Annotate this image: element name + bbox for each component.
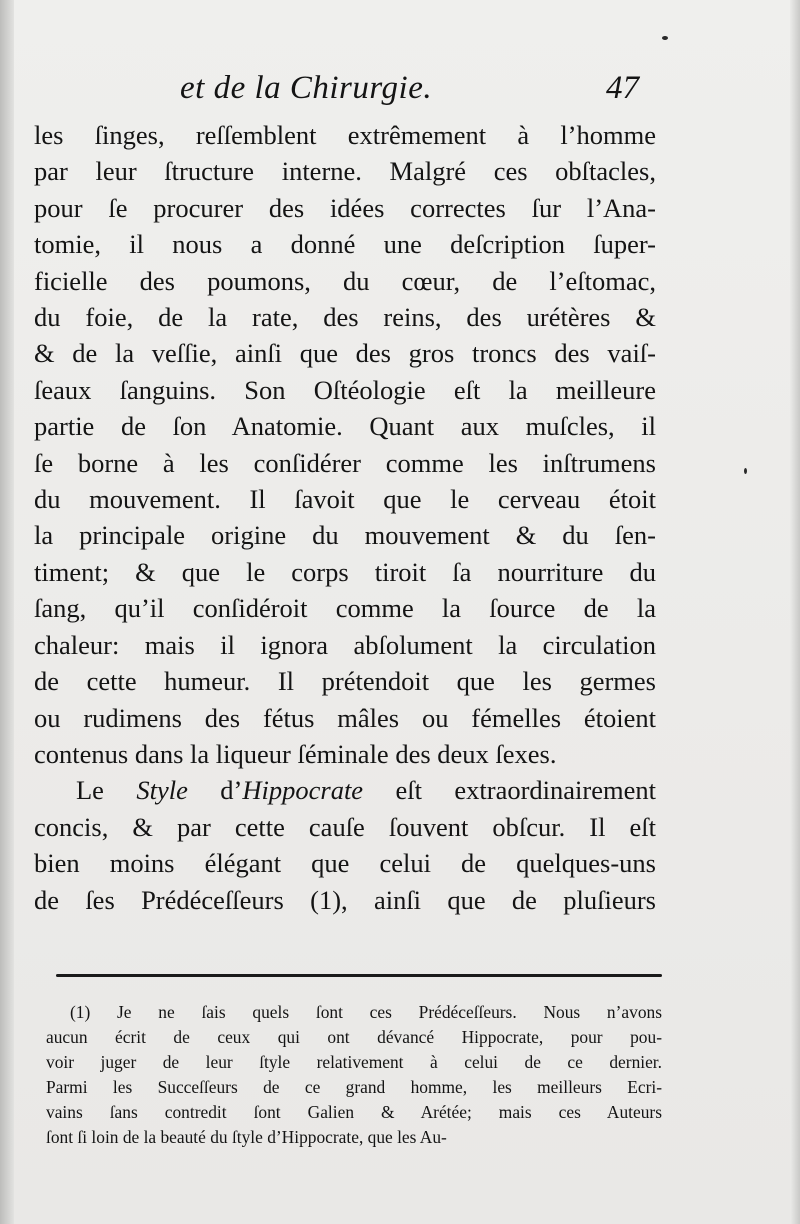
page-number: 47 <box>606 70 639 106</box>
text-line: pour ſe procurer des idées correctes ſur l’Ana- <box>34 192 656 223</box>
text-line: les ſinges, reſſemblent extrêmement à l’homme <box>34 120 656 150</box>
text-line: bien moins élégant que celui de quelques-uns <box>34 848 656 879</box>
text-line: ou rudimens des fétus mâles ou fémelles étoient <box>34 702 656 733</box>
text-line: de cette humeur. Il prétendoit que les germes <box>34 666 656 697</box>
text-line: de ſes Prédéceſſeurs (1), ainſi que de pluſieurs <box>34 884 656 915</box>
text-line: ſeaux ſanguins. Son Oſtéologie eſt la meilleure <box>34 374 656 405</box>
paragraph-opening-line <box>34 772 656 808</box>
footnote-line: vains ſans contredit ſont Galien & Arétée; mais ces Auteurs <box>46 1102 662 1122</box>
page-right-edge <box>790 0 800 1224</box>
footnote-line: (1) Je ne ſais quels ſont ces Prédéceſſeurs. Nous n’avons <box>70 1002 662 1022</box>
text-line: tomie, il nous a donné une deſcription ſuper- <box>34 229 656 260</box>
text-fragment: d’ <box>187 775 243 806</box>
footnote <box>46 1000 662 1150</box>
footnote-line: ſont ſi loin de la beauté du ſtyle d’Hippocrate, que les Au- <box>46 1127 447 1147</box>
footnote-line: voir juger de leur ſtyle relativement à celui de ce dernier. <box>46 1052 662 1072</box>
running-head: et de la Chirurgie. <box>180 70 433 106</box>
text-line: ſe borne à les conſidérer comme les inſtrumens <box>34 447 656 478</box>
ink-speck <box>744 468 747 474</box>
text-fragment: eſt extraordinairement <box>363 775 656 806</box>
text-line: du foie, de la rate, des reins, des urétères & <box>34 302 656 333</box>
ink-speck <box>662 36 668 40</box>
text-fragment: Le <box>76 775 137 806</box>
italic-term-style: Style <box>136 775 188 806</box>
text-line: ficielle des poumons, du cœur, de l’eſtomac, <box>34 265 656 296</box>
text-line: & de la veſſie, ainſi que des gros troncs des vaiſ- <box>34 338 656 369</box>
footnote-rule <box>56 974 662 977</box>
text-line: par leur ſtructure interne. Malgré ces obſtacles, <box>34 156 656 187</box>
text-line: concis, & par cette cauſe ſouvent obſcur. Il eſt <box>34 811 656 842</box>
text-line: timent; & que le corps tiroit ſa nourriture du <box>34 556 656 587</box>
italic-name-hippocrate: Hippocrate <box>242 775 364 806</box>
footnote-line: aucun écrit de ceux qui ont dévancé Hippocrate, pour pou- <box>46 1027 662 1047</box>
text-line: contenus dans la liqueur ſéminale des deux ſexes. <box>34 738 557 769</box>
text-line: chaleur: mais il ignora abſolument la circulation <box>34 629 656 660</box>
page-left-edge <box>0 0 14 1224</box>
text-line: la principale origine du mouvement & du ſen- <box>34 520 656 551</box>
text-line: du mouvement. Il ſavoit que le cerveau étoit <box>34 484 656 515</box>
main-text <box>34 117 656 918</box>
footnote-line: Parmi les Succeſſeurs de ce grand homme, les meilleurs Ecri- <box>46 1077 662 1097</box>
text-line: partie de ſon Anatomie. Quant aux muſcles, il <box>34 411 656 442</box>
text-line: ſang, qu’il conſidéroit comme la ſource de la <box>34 593 656 624</box>
